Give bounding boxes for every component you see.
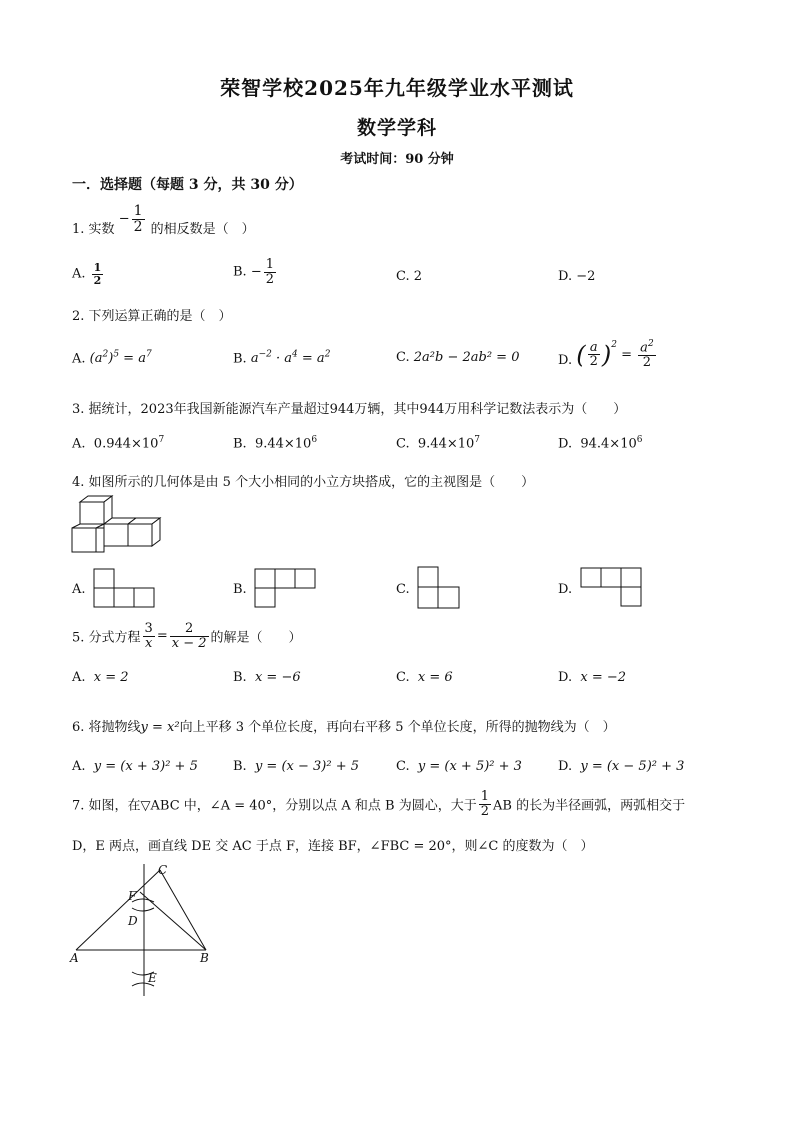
q1-option-d[interactable]: D. −2: [558, 269, 596, 284]
label-c: C: [158, 863, 168, 877]
q2-b-expression: $a^{-2} \cdot a^4 = a^2$: [250, 350, 331, 367]
q4-option-b[interactable]: B.: [233, 582, 247, 597]
label-a: A: [70, 951, 79, 965]
q1-option-b[interactable]: B. − $\frac{1}{2}$: [233, 257, 275, 287]
q4-option-d[interactable]: D.: [558, 582, 573, 597]
subject-title: 数学学科: [356, 117, 437, 139]
q4-a-view: [93, 568, 155, 608]
q3-option-d[interactable]: D. $94.4\times 10^6$: [558, 435, 643, 452]
question-6: 6. 将抛物线y = x²向上平移 3 个单位长度，再向右平移 5 个单位长度，所得的抛物线为（ ）: [72, 720, 616, 735]
q5-option-d[interactable]: D. x = −2: [558, 670, 627, 685]
question-2: 2. 下列运算正确的是（ ）: [72, 309, 232, 324]
q1-fraction: − $\frac{1}{2}$: [118, 203, 143, 235]
exam-time: 考试时间：90 分钟: [340, 152, 454, 167]
q4-solid-figure: [70, 494, 166, 556]
q3-option-c[interactable]: C. $9.44\times 10^7$: [396, 435, 481, 452]
q4-option-a[interactable]: A.: [72, 582, 86, 597]
label-b: B: [200, 951, 209, 965]
question-1: [72, 203, 255, 237]
q5-option-a[interactable]: A. x = 2: [72, 670, 129, 685]
q1-suffix: 的相反数是（ ）: [150, 222, 255, 237]
q6-option-a[interactable]: A. y = (x + 3)² + 5: [72, 759, 198, 774]
q7-triangle-figure: [68, 862, 218, 1002]
label-f: F: [128, 889, 137, 903]
q2-d-expression: ( $\frac{a}{2}$ )$^2$ = $\frac{a^2}{2}$: [576, 339, 654, 370]
question-5: 5. 分式方程 $\frac{3}{x}$ = $\frac{2}{x - 2}$ 的解是（ ）: [72, 621, 302, 651]
q6-option-b[interactable]: B. y = (x − 3)² + 5: [233, 759, 359, 774]
q1-prefix: 1. 实数: [72, 222, 115, 237]
q5-option-c[interactable]: C. x = 6: [396, 670, 453, 685]
q4-c-view: [417, 566, 461, 610]
q5-option-b[interactable]: B. x = −6: [233, 670, 301, 685]
question-7-line-2: D，E 两点，画直线 DE 交 AC 于点 F，连接 BF，∠FBC = 20°，则∠C 的度数为（ ）: [72, 839, 594, 854]
q1-option-c[interactable]: C. 2: [396, 269, 423, 284]
label-d: D: [128, 914, 138, 928]
q2-option-a[interactable]: A. $(a^2)^5 = a^7$: [72, 350, 152, 367]
q2-option-c[interactable]: C. 2a²b − 2ab² = 0: [396, 350, 520, 365]
section-heading: 一．选择题（每题 3 分，共 30 分）: [72, 177, 303, 193]
question-7-line-1: 7. 如图，在▽ABC 中，∠A = 40°，分别以点 A 和点 B 为圆心，大于 $\frac{1}{2}$ AB 的长为半径画弧，两弧相交于: [72, 789, 686, 819]
school-title: 荣智学校2025年九年级学业水平测试: [220, 76, 574, 100]
q4-d-view: [580, 567, 642, 608]
q1-option-a[interactable]: A. $\frac{1}{2}$: [72, 261, 102, 287]
q4-option-c[interactable]: C.: [396, 582, 410, 597]
label-e: E: [148, 971, 157, 985]
question-4: 4. 如图所示的几何体是由 5 个大小相同的小立方块搭成，它的主视图是（ ）: [72, 475, 535, 490]
q2-option-b[interactable]: B. $a^{-2} \cdot a^4 = a^2$: [233, 350, 331, 367]
question-3: 3. 据统计，2023年我国新能源汽车产量超过944万辆，其中944万用科学记数法表示为（ ）: [72, 402, 627, 417]
q6-option-d[interactable]: D. y = (x − 5)² + 3: [558, 759, 685, 774]
q3-option-a[interactable]: A. $0.944\times 10^7$: [72, 435, 165, 452]
q6-option-c[interactable]: C. y = (x + 5)² + 3: [396, 759, 522, 774]
q2-option-d[interactable]: D. ( $\frac{a}{2}$ )$^2$ = $\frac{a^2}{2}$: [558, 340, 658, 370]
q2-a-expression: $(a^2)^5 = a^7$: [89, 350, 152, 367]
q3-option-b[interactable]: B. $9.44\times 10^6$: [233, 435, 318, 452]
q4-b-view: [254, 568, 316, 608]
